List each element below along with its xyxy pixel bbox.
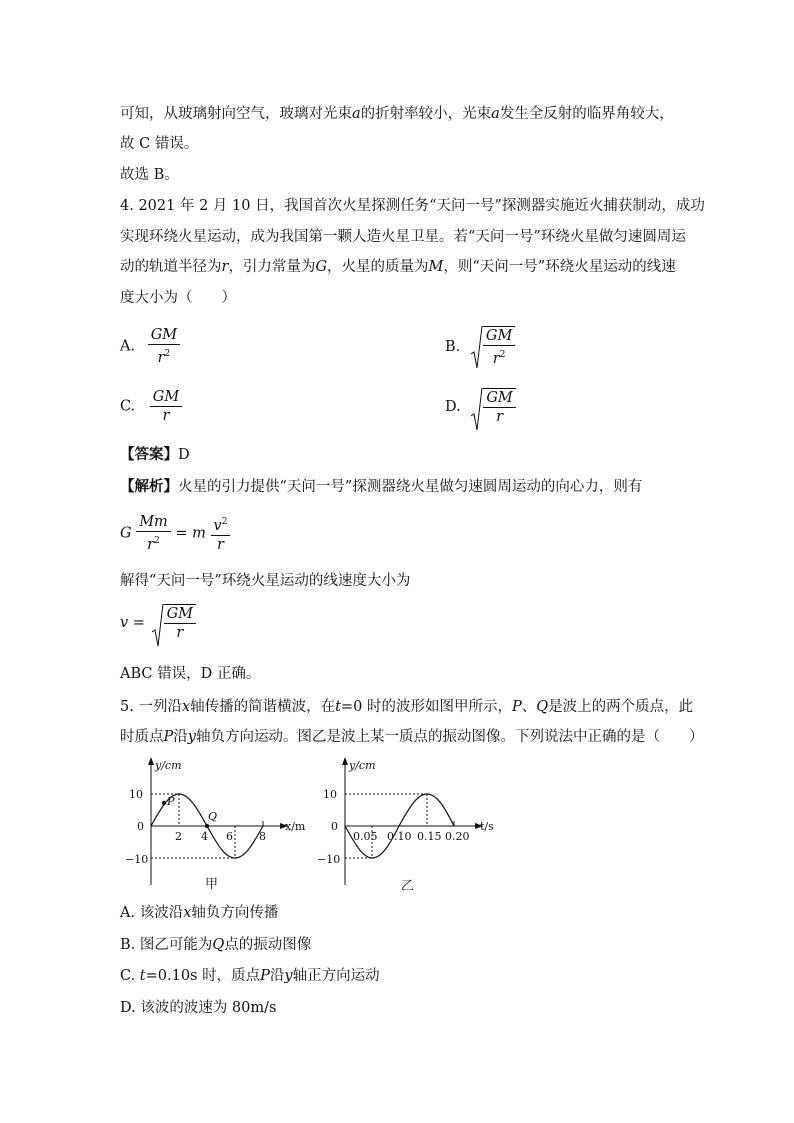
svg-text:0: 0 <box>137 820 144 833</box>
svg-text:t/s: t/s <box>480 820 494 833</box>
svg-text:0.10: 0.10 <box>387 830 412 843</box>
q5-line-1: 5. 一列沿x轴传播的简谐横波，在t=0 时的波形如图甲所示，P、Q是波上的两个质点，此 <box>120 699 694 715</box>
svg-text:乙: 乙 <box>401 879 415 890</box>
svg-text:y/cm: y/cm <box>155 759 182 772</box>
text-line-2: 故 C 错误。 <box>120 136 199 152</box>
q5-option-a: A. 该波沿x轴负方向传播 <box>120 905 279 921</box>
q4-option-c: C. $\frac{GM}{r}$ <box>120 388 182 425</box>
wave-graph-left <box>125 755 315 890</box>
analysis-line: 【解析】火星的引力提供“天问一号”探测器绕火星做匀速圆周运动的向心力，则有 <box>120 478 643 495</box>
svg-text:−10: −10 <box>125 853 149 866</box>
q5-option-c: C. t=0.10s 时，质点P沿y轴正方向运动 <box>120 968 380 984</box>
q4-line-4: 度大小为（ ） <box>120 290 236 306</box>
svg-text:P: P <box>167 795 175 808</box>
svg-text:x/m: x/m <box>285 820 306 833</box>
point-p <box>162 801 166 805</box>
svg-text:Q: Q <box>208 810 218 823</box>
q4-line-2: 实现环绕火星运动，成为我国第一颗人造火星卫星。若“天问一号”环绕火星做匀速圆周运 <box>120 229 686 245</box>
svg-text:6: 6 <box>226 830 233 843</box>
svg-text:2: 2 <box>175 830 182 843</box>
text-line-3: 故选 B。 <box>120 167 179 183</box>
answer-line: 【答案】D <box>120 446 190 463</box>
q4-line-1: 4. 2021 年 2 月 10 日，我国首次火星探测任务“天问一号”探测器实施近火捕获制动，成功 <box>120 198 705 214</box>
q5-line-2: 时质点P沿y轴负方向运动。图乙是波上某一质点的振动图像。下列说法中正确的是（ ） <box>120 729 704 745</box>
svg-text:0: 0 <box>331 820 338 833</box>
svg-text:−10: −10 <box>317 853 341 866</box>
svg-text:10: 10 <box>129 788 143 801</box>
equation-velocity: v = $\frac{GM}{r}$ <box>120 604 196 642</box>
svg-text:10: 10 <box>323 788 337 801</box>
text-line-1: 可知，从玻璃射向空气，玻璃对光束a的折射率较小，光束a发生全反射的临界角较大， <box>120 106 674 122</box>
abc-line: ABC 错误，D 正确。 <box>120 666 261 682</box>
q4-option-b: B. $\frac{GM}{r^2}$ <box>445 326 515 368</box>
solve-line: 解得“天问一号”环绕火星运动的线速度大小为 <box>120 573 411 589</box>
svg-text:甲: 甲 <box>205 877 219 890</box>
q5-option-b: B. 图乙可能为Q点的振动图像 <box>120 937 312 953</box>
q4-line-3: 动的轨道半径为r，引力常量为G，火星的质量为M，则“天问一号”环绕火星运动的线速 <box>120 259 676 275</box>
q4-option-d: D. $\frac{GM}{r}$ <box>445 388 516 426</box>
q4-option-a: A. $\frac{GM}{r^2}$ <box>120 326 180 367</box>
equation-gravity: G $\frac{Mm}{r^2}$ = m $\frac{v^2}{r}$ <box>120 513 230 554</box>
point-q <box>205 824 209 828</box>
svg-text:0.20: 0.20 <box>445 830 470 843</box>
q5-option-d: D. 该波的波速为 80m/s <box>120 1000 277 1016</box>
svg-text:0.15: 0.15 <box>417 830 442 843</box>
svg-text:4: 4 <box>201 830 208 843</box>
svg-text:8: 8 <box>259 830 266 843</box>
vibration-graph-right <box>315 755 515 890</box>
svg-text:0.05: 0.05 <box>353 830 378 843</box>
svg-text:y/cm: y/cm <box>349 759 376 772</box>
